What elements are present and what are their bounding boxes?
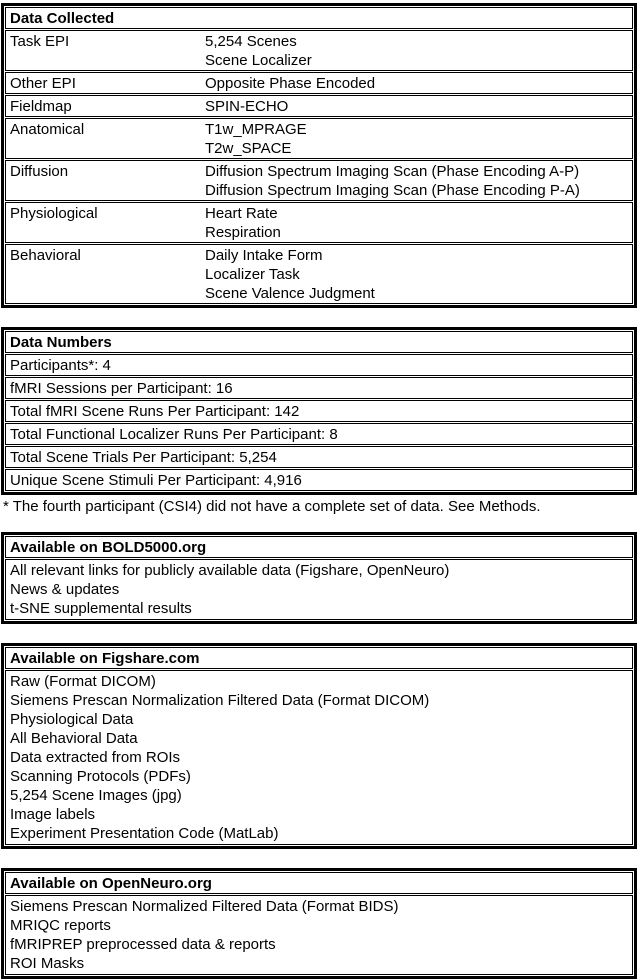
table-row	[5, 118, 633, 159]
table-row	[5, 160, 633, 201]
table-row	[5, 202, 633, 243]
row-values	[201, 73, 632, 93]
table-available-figshare	[1, 643, 637, 849]
row-value: Daily Intake Form	[205, 247, 323, 264]
row-value: T1w_MPRAGE	[205, 121, 307, 138]
stat-scene-trials: Total Scene Trials Per Participant: 5,254	[10, 449, 277, 466]
table-row	[5, 377, 633, 399]
row-label: Physiological	[10, 205, 98, 222]
row-value: 5,254 Scenes	[205, 33, 297, 50]
table-title: Available on OpenNeuro.org	[10, 875, 212, 892]
table-row	[5, 423, 633, 445]
stat-sessions: fMRI Sessions per Participant: 16	[10, 380, 233, 397]
row-label: Task EPI	[10, 33, 70, 50]
row-values	[201, 119, 632, 158]
row-value: Localizer Task	[205, 266, 300, 283]
row-value: Diffusion Spectrum Imaging Scan (Phase Encoding A-P)	[205, 163, 580, 180]
stat-localizer-runs: Total Functional Localizer Runs Per Participant: 8	[10, 426, 338, 443]
table-data-collected-header	[5, 7, 633, 29]
row-value: Respiration	[205, 224, 281, 241]
row-value: Diffusion Spectrum Imaging Scan (Phase Encoding P-A)	[205, 182, 580, 199]
table-row	[5, 354, 633, 376]
table-row	[5, 400, 633, 422]
list-item: Siemens Prescan Normalized Filtered Data (Format BIDS)	[10, 898, 399, 915]
list-item: Data extracted from ROIs	[10, 749, 181, 766]
list-item: Scanning Protocols (PDFs)	[10, 768, 191, 785]
stat-unique-stimuli: Unique Scene Stimuli Per Participant: 4,916	[10, 472, 302, 489]
table-available-figshare-header	[5, 647, 633, 669]
table-title: Available on Figshare.com	[10, 650, 200, 667]
row-values	[201, 96, 632, 116]
table-row	[5, 446, 633, 468]
table-title: Available on BOLD5000.org	[10, 539, 207, 556]
row-value: Heart Rate	[205, 205, 278, 222]
table-body	[5, 559, 633, 620]
list-item: MRIQC reports	[10, 917, 111, 934]
table-row	[5, 244, 633, 304]
row-value: Opposite Phase Encoded	[205, 75, 376, 92]
row-label: Behavioral	[10, 247, 81, 264]
table-row	[5, 95, 633, 117]
table-data-numbers-header	[5, 331, 633, 353]
table-row	[5, 72, 633, 94]
data-numbers-footnote: * The fourth participant (CSI4) did not have a complete set of data. See Methods.	[3, 498, 541, 515]
list-item: Raw (Format DICOM)	[10, 673, 156, 690]
table-title: Data Collected	[10, 10, 115, 27]
row-value: T2w_SPACE	[205, 140, 292, 157]
table-row	[5, 30, 633, 71]
table-title: Data Numbers	[10, 334, 112, 351]
list-item: t-SNE supplemental results	[10, 600, 192, 617]
list-item: 5,254 Scene Images (jpg)	[10, 787, 182, 804]
row-value: Scene Localizer	[205, 52, 312, 69]
row-values	[201, 245, 632, 303]
row-values	[201, 161, 632, 200]
list-item: Physiological Data	[10, 711, 134, 728]
row-value: Scene Valence Judgment	[205, 285, 375, 302]
row-values	[201, 203, 632, 242]
stat-scene-runs: Total fMRI Scene Runs Per Participant: 142	[10, 403, 300, 420]
list-item: Image labels	[10, 806, 96, 823]
row-label: Anatomical	[10, 121, 85, 138]
row-label: Other EPI	[10, 75, 76, 92]
row-values	[201, 31, 632, 70]
list-item: fMRIPREP preprocessed data & reports	[10, 936, 276, 953]
list-item: Experiment Presentation Code (MatLab)	[10, 825, 279, 842]
list-item: Siemens Prescan Normalization Filtered Data (Format DICOM)	[10, 692, 430, 709]
table-data-collected	[1, 3, 637, 308]
table-available-openneuro	[1, 868, 637, 979]
list-item: ROI Masks	[10, 955, 85, 972]
row-value: SPIN-ECHO	[205, 98, 289, 115]
table-available-bold5000	[1, 532, 637, 624]
list-item: All Behavioral Data	[10, 730, 138, 747]
list-item: All relevant links for publicly available data (Figshare, OpenNeuro)	[10, 562, 450, 579]
row-label: Diffusion	[10, 163, 69, 180]
table-available-bold5000-header	[5, 536, 633, 558]
list-item: News & updates	[10, 581, 120, 598]
table-body	[5, 670, 633, 845]
table-body	[5, 895, 633, 975]
table-data-numbers	[1, 327, 637, 495]
table-row	[5, 469, 633, 491]
row-label: Fieldmap	[10, 98, 72, 115]
stat-participants: Participants*: 4	[10, 357, 111, 374]
table-available-openneuro-header	[5, 872, 633, 894]
